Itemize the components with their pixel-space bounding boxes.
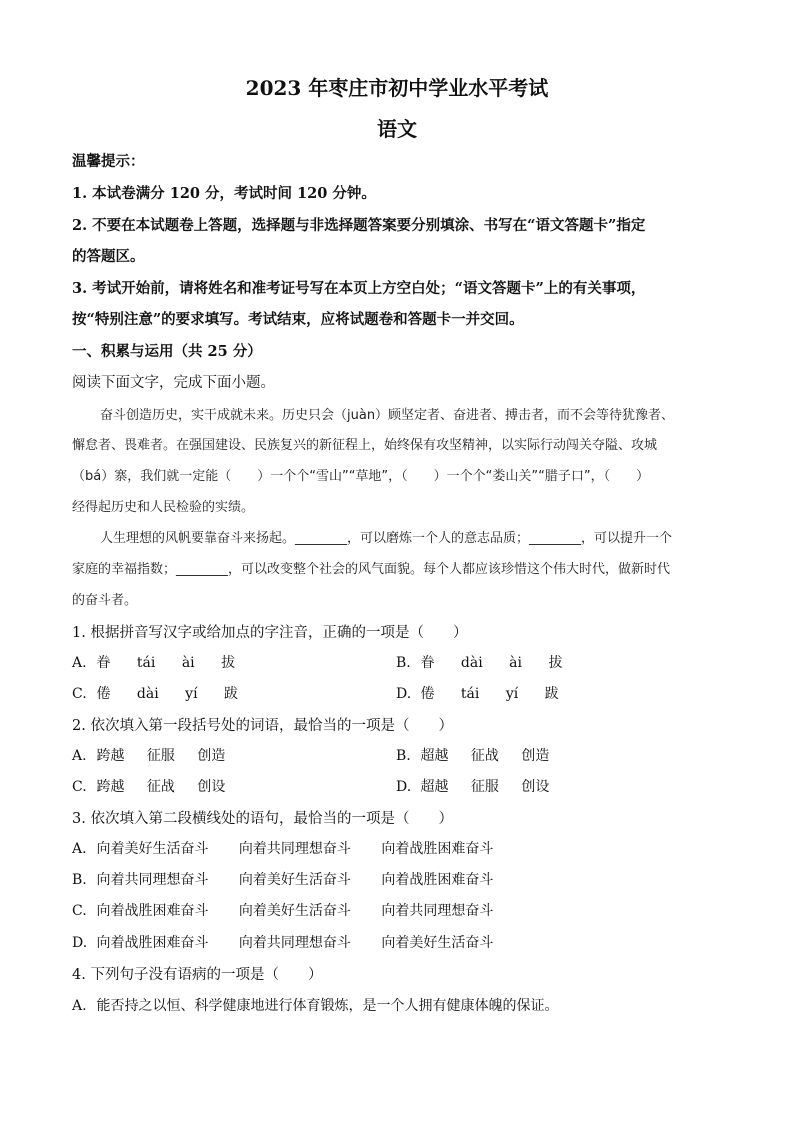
passage-line: 经得起历史和人民检验的实绩。 [72,500,255,515]
notice-item: 1. 本试卷满分 120 分，考试时间 120 分钟。 [72,185,376,202]
option-a[interactable]: A. 跨越 征服 创造 [72,748,226,764]
passage-line: 家庭的幸福指数；________，可以改变整个社会的风气面貌。每个人都应该珍惜这个伟大时代，做新时代 [72,562,671,577]
option-a[interactable]: A. 能否持之以恒、科学健康地进行体育锻炼，是一个人拥有健康体魄的保证。 [72,998,559,1014]
passage-line: 的奋斗者。 [72,593,138,608]
reading-instruction: 阅读下面文字，完成下面小题。 [72,375,275,391]
notice-item: 2. 不要在本试题卷上答题，选择题与非选择题答案要分别填涂、书写在“语文答题卡”指定 [72,217,646,234]
exam-title: 2023 年枣庄市初中学业水平考试 [245,76,549,100]
notice-heading: 温馨提示： [72,153,145,170]
question-stem: 2. 依次填入第一段括号处的词语，最恰当的一项是（ ） [72,718,453,734]
option-c[interactable]: C. 向着战胜困难奋斗 向着美好生活奋斗 向着共同理想奋斗 [72,903,494,919]
option-c[interactable]: C. 倦 dài yí 跋 [72,686,238,702]
option-d[interactable]: D. 超越 征服 创设 [396,779,550,795]
option-c[interactable]: C. 跨越 征战 创设 [72,779,226,795]
option-a[interactable]: A. 眷 tái ài 拔 [72,655,236,671]
passage-line: 人生理想的风帆要靠奋斗来扬起。________，可以磨炼一个人的意志品质；________，可以提升一个 [100,531,673,546]
section-heading: 一、积累与运用（共 25 分） [72,343,262,360]
option-b[interactable]: B. 眷 dài ài 拔 [396,655,563,671]
option-b[interactable]: B. 超越 征战 创造 [396,748,550,764]
option-d[interactable]: D. 倦 tái yí 跋 [396,686,559,702]
exam-subject: 语文 [377,117,417,141]
question-stem: 4. 下列句子没有语病的一项是（ ） [72,967,323,983]
option-d[interactable]: D. 向着战胜困难奋斗 向着共同理想奋斗 向着美好生活奋斗 [72,935,494,951]
notice-item: 3. 考试开始前，请将姓名和准考证号写在本页上方空白处；“语文答题卡”上的有关事项， [72,280,646,297]
option-b[interactable]: B. 向着共同理想奋斗 向着美好生活奋斗 向着战胜困难奋斗 [72,872,494,888]
question-stem: 3. 依次填入第二段横线处的语句，最恰当的一项是（ ） [72,811,453,827]
passage-line: 懈怠者、畏难者。在强国建设、民族复兴的新征程上，始终保有攻坚精神，以实际行动闯关夺隘、攻城 [72,438,658,453]
option-a[interactable]: A. 向着美好生活奋斗 向着共同理想奋斗 向着战胜困难奋斗 [72,841,494,857]
passage-line: （bá）寨，我们就一定能（ ）一个个“雪山”“草地”，（ ）一个个“娄山关”“腊子口”，（ ） [72,469,650,484]
notice-item: 的答题区。 [72,248,145,265]
notice-item: 按“特别注意”的要求填写。考试结束，应将试题卷和答题卡一并交回。 [72,311,524,328]
question-stem: 1. 根据拼音写汉字或给加点的字注音，正确的一项是（ ） [72,625,468,641]
passage-line: 奋斗创造历史，实干成就未来。历史只会（juàn）顾坚定者、奋进者、搏击者，而不会等待犹豫者、 [100,408,675,423]
